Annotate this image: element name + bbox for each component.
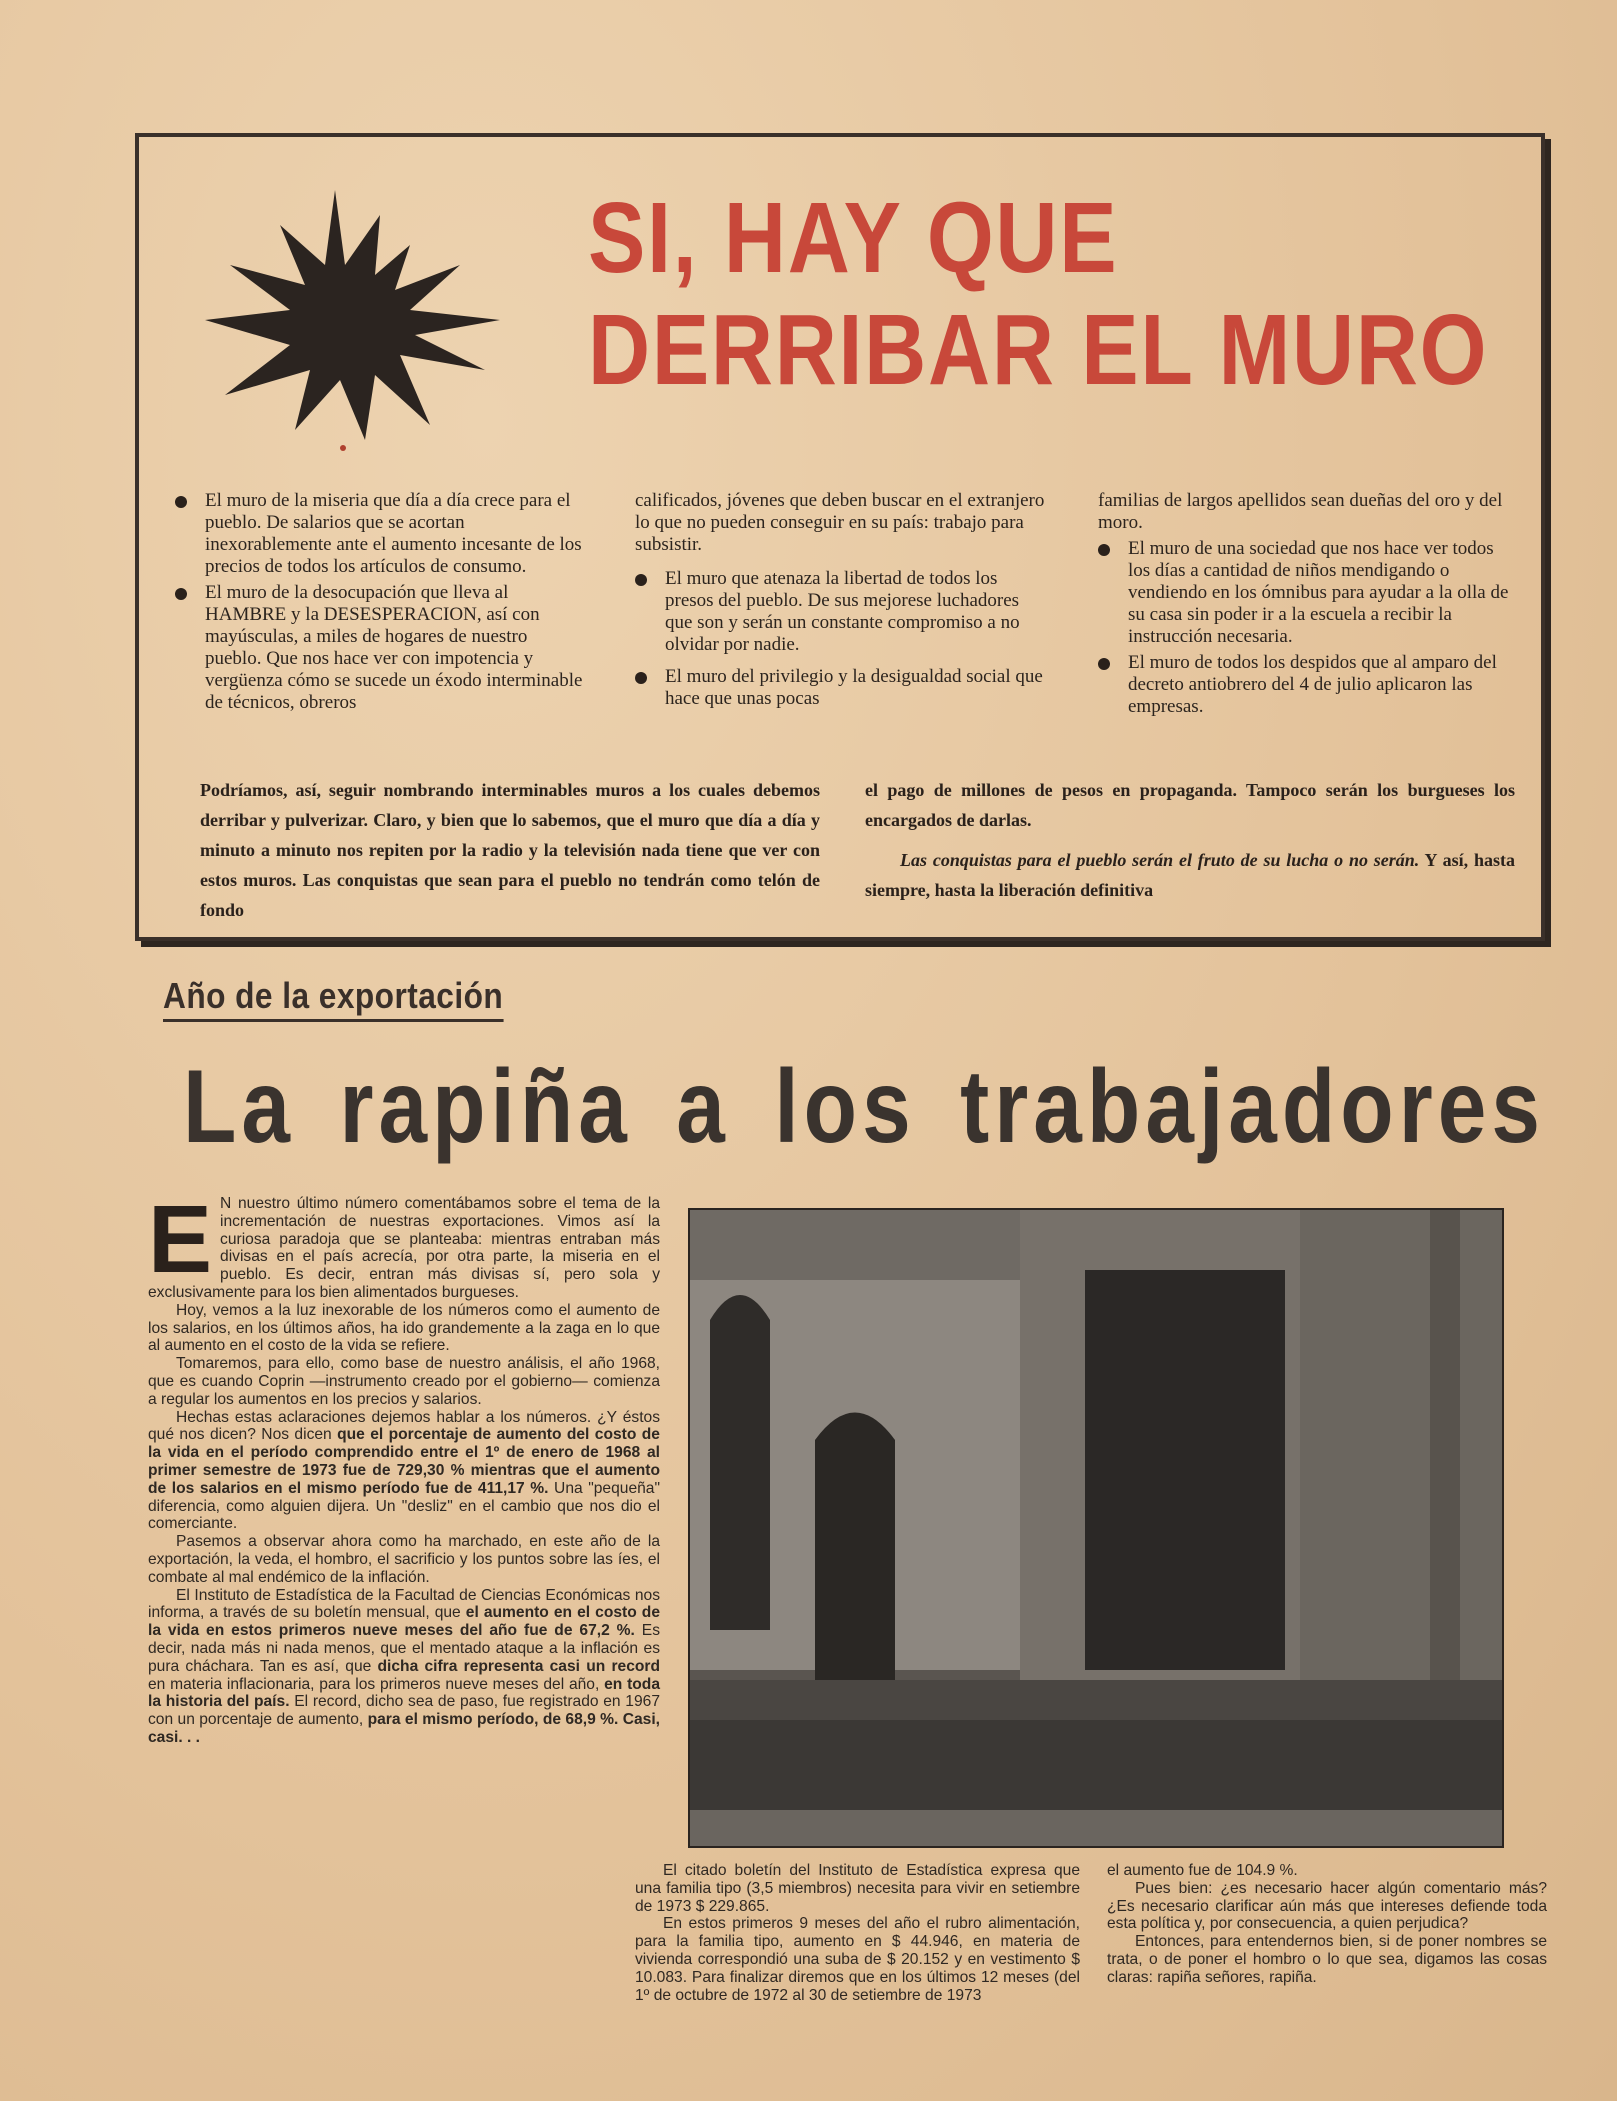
paragraph: Hoy, vemos a la luz inexorable de los números como el aumento de los salarios, en los últimos años, ha ido grandemente a la zaga en lo que al aumento en el costo de la vida se refiere. bbox=[148, 1301, 660, 1355]
bullet-icon bbox=[635, 672, 647, 684]
building-crowd-image bbox=[690, 1210, 1502, 1846]
main-headline: SI, HAY QUE DERRIBAR EL MURO bbox=[588, 182, 1489, 406]
caption-left: El citado boletín del Instituto de Estadística expresa que una familia tipo (3,5 miembros) necesita para vivir en setiembre de 1973 $ 229.865. En estos primeros 9 meses del año el rubro alimentación, para la familia tipo, aumento en $ 44.946, en materia de vivienda correspondió una suba de $ 20.152 y en vestimento $ 10.083. Para finalizar diremos que en los últimos 12 meses (del 1º de octubre de 1972 al 30 de setiembre de 1973 bbox=[635, 1862, 1080, 2004]
article-headline: La rapiña a los trabajadores bbox=[183, 1049, 1545, 1165]
bullet-icon bbox=[175, 496, 187, 508]
bullet-icon bbox=[1098, 658, 1110, 670]
drop-cap: E bbox=[148, 1186, 213, 1293]
caption-right: el aumento fue de 104.9 %. Pues bien: ¿es necesario hacer algún comentario más? ¿Es necesario clarificar aún más que intereses defiende toda esta política y, por consecuencia, a quien perjudica? Entonces, para entendernos bien, si de poner nombres se trata, o de poner el hombro o lo que sea, digamos las cosas claras: rapiña señores, rapiña. bbox=[1107, 1862, 1547, 1986]
bullet-column-3: familias de largos apellidos sean dueñas del oro y del moro. El muro de una sociedad que nos hace ver todos los días a cantidad de niños mendigando o vendiendo en los ómnibus para ayudar a la olla de su casa sin poder ir a la escuela a recibir la instrucción necesaria. El muro de todos los despidos que al amparo del decreto antiobrero del 4 de julio aplicaron las empresas. bbox=[1098, 490, 1513, 722]
bullet-item: El muro de la miseria que día a día crece para el pueblo. De salarios que se acortan inexorablemente ante el aumento incesante de los precios de todos los artículos de consumo. bbox=[175, 490, 583, 578]
bullet-item: El muro del privilegio y la desigualdad social que hace que unas pocas bbox=[635, 666, 1045, 710]
paragraph: El Instituto de Estadística de la Facultad de Ciencias Económicas nos informa, a través de su boletín mensual, que el aumento en el costo de la vida en estos primeros nueve meses del año fue de 67,2 %. Es decir, nada más ni nada menos, que el mentado ataque a la inflación es pura cháchara. Tan es así, que dicha cifra representa casi un record en materia inflacionaria, para los primeros nueve meses del año, en toda la historia del país. El record, dicho sea de paso, fue registrado en 1967 con un porcentaje de aumento, para el mismo período, de 68,9 %. Casi, casi. . . bbox=[148, 1586, 661, 1746]
bullet-item: El muro que atenaza la libertad de todos los presos del pueblo. De sus mejorese luchadores que son y serán un constante compromiso a no olvidar por nadie. bbox=[635, 568, 1045, 656]
closing-paragraph-left: Podríamos, así, seguir nombrando interminables muros a los cuales debemos derribar y pulverizar. Claro, y bien que lo sabemos, que el muro que día a día y minuto a minuto nos repiten por la radio y la televisión nada tiene que ver con estos muros. Las conquistas que sean para el pueblo no tendrán como telón de fondo bbox=[200, 780, 820, 920]
paragraph: Hechas estas aclaraciones dejemos hablar a los números. ¿Y éstos qué nos dicen? Nos dicen que el porcentaje de aumento del costo de la vida en el período comprendido entre el 1º de enero de 1968 al primer semestre de 1973 fue de 729,30 % mientras que el aumento de los salarios en el mismo período fue de 411,17 %. Una "pequeña" diferencia, como alguien dijera. Un "desliz" en el cambio que nos dio el comerciante. bbox=[148, 1408, 660, 1533]
starburst-icon bbox=[185, 170, 565, 455]
paragraph: N nuestro último número comentábamos sobre el tema de la incrementación de nuestras exportaciones. Vimos así la curiosa paradoja que se planteaba: mientras entraban más divisas en el país acrecía, por otra parte, la miseria en el pueblo. Es decir, entran más divisas sí, pero sola y exclusivamente para los bien alimentados burgueses. bbox=[148, 1195, 660, 1301]
bullet-item: El muro de una sociedad que nos hace ver todos los días a cantidad de niños mendigando o vendiendo en los ómnibus para ayudar a la olla de su casa sin poder ir a la escuela a recibir la instrucción necesaria. bbox=[1098, 538, 1513, 648]
news-photo bbox=[688, 1208, 1504, 1848]
bullet-icon bbox=[175, 588, 187, 600]
article-body bbox=[148, 1186, 661, 1747]
section-label: Año de la exportación bbox=[163, 975, 503, 1022]
bullet-column-1 bbox=[175, 490, 583, 718]
paragraph: Tomaremos, para ello, como base de nuestro análisis, el año 1968, que es cuando Coprin —instrumento creado por el gobierno— comienza a regular los aumentos en los precios y salarios. bbox=[148, 1355, 660, 1408]
bullet-icon bbox=[1098, 544, 1110, 556]
bullet-column-2: calificados, jóvenes que deben buscar en el extranjero lo que no pueden conseguir en su país: trabajo para subsistir. El muro que atenaza la libertad de todos los presos del pueblo. De sus mejorese luchadores que son y serán un constante compromiso a no olvidar por nadie. El muro del privilegio y la desigualdad social que hace que unas pocas bbox=[635, 490, 1045, 709]
bullet-item: El muro de todos los despidos que al amparo del decreto antiobrero del 4 de julio aplicaron las empresas. bbox=[1098, 652, 1513, 718]
bullet-item: El muro de la desocupación que lleva al HAMBRE y la DESESPERACION, así con mayúsculas, a miles de hogares de nuestro pueblo. Que nos hace ver con impotencia y vergüenza cómo se sucede un éxodo interminable de técnicos, obreros bbox=[175, 582, 583, 714]
bullet-icon bbox=[635, 574, 647, 586]
closing-paragraph-right: el pago de millones de pesos en propaganda. Tampoco serán los burgueses los encargados de darlas. Las conquistas para el pueblo serán el fruto de su lucha o no serán. Y así, hasta siempre, hasta la liberación definitiva bbox=[865, 780, 1515, 900]
paragraph: Pasemos a observar ahora como ha marchado, en este año de la exportación, la veda, el hombro, el sacrificio y los puntos sobre las íes, el combate al mal endémico de la inflación. bbox=[148, 1533, 660, 1586]
